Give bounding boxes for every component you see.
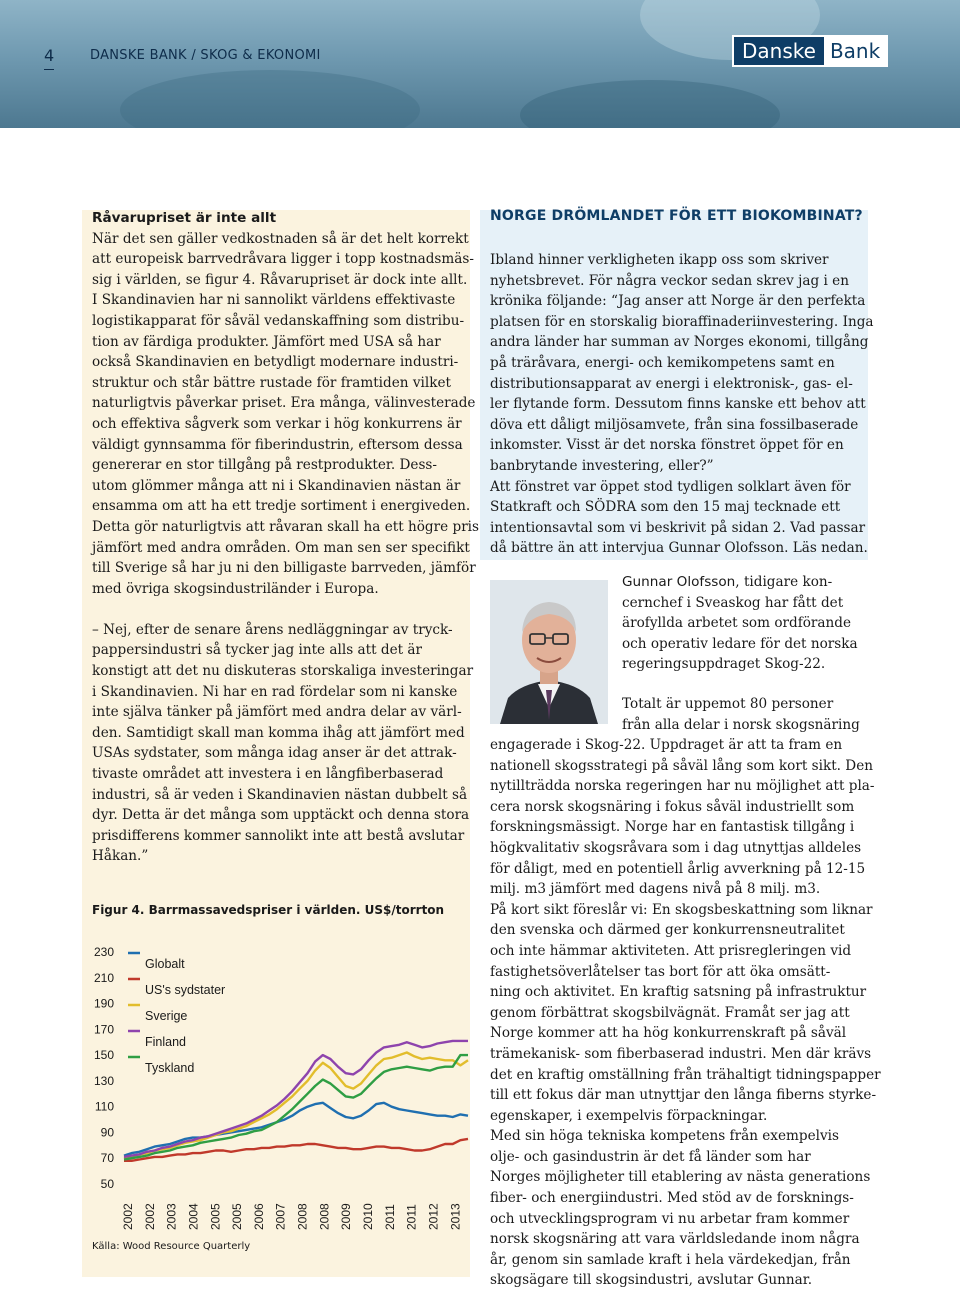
x-tick-label: 2006 — [251, 1203, 266, 1230]
legend-label: Globalt — [145, 957, 185, 971]
x-tick-label: 2009 — [339, 1203, 354, 1230]
y-tick-label: 70 — [100, 1151, 114, 1166]
logo-text-danske: Danske — [734, 37, 824, 65]
left-article-body: När det sen gäller vedkostnaden så är det helt korrekt att europeisk barrvedråvara ligger i topp kostnadsmäs- sig i världen, se figur 4. Råvarupriset är dock inte allt. I Skandinavien har ni sannolikt världens effektivaste logistikapparat för såväl vedanskaffning som distribu- tion av färdiga produkter. Jämfört med USA så har också Skandinavien en betydligt modernare industri- struktur och står bättre rustade för framtiden vilket naturligtvis påverkar priset. Era många, välinvesterade och effektiva sågverk som verkar i hög konkurrens är väldigt gynnsamma för fiberindustrin, eftersom dessa genererar en stor tillgång på restprodukter. Dess- utom glömmer många att ni i Skandinavien nästan är ensamma om att ha ett tredje sortiment i energiveden. Detta gör naturligtvis att råvaran skall ha ett högre pris jämfört med andra områden. Om man sen ser specifikt till Sverige så har ju ni den billigaste barrveden, jämför med övriga skogsindustriländer i Europa. – Nej, efter de senare årens nedläggningar av tryck- pappersindustri så tycker jag inte alls att det är konstigt att det nu diskuteras storskaliga investeringar i Skandinavien. Ni har en rad fördelar som ni kanske inte själva tänker på jämfört med andra delar av värl- den. Samtidigt skall man komma ihåg att jämfört med USAs sydstater, som många idag anser är det attrak- tivaste området att investera i en långfiberbaserad industri, så är veden i Skandinavien nästan dubbelt så dyr. Detta är det många som upptäckt och denna stora prisdifferens kommer sannolikt inte att bestå avslutar Håkan.” — [92, 230, 480, 865]
y-tick-label: 190 — [93, 996, 114, 1011]
x-tick-label: 2010 — [361, 1203, 375, 1230]
x-tick-label: 2003 — [164, 1203, 179, 1230]
header-banner — [0, 0, 960, 128]
portrait-photo — [490, 580, 608, 724]
x-tick-label: 2007 — [273, 1203, 288, 1230]
y-tick-label: 130 — [93, 1073, 114, 1088]
page-number: 4 — [44, 46, 54, 70]
danske-bank-logo — [732, 35, 888, 67]
legend-label: Finland — [145, 1035, 186, 1049]
x-tick-label: 2004 — [186, 1203, 201, 1230]
x-tick-label: 2008 — [295, 1203, 310, 1230]
y-tick-label: 50 — [100, 1177, 114, 1191]
x-tick-label: 2005 — [230, 1203, 245, 1230]
running-head: DANSKE BANK / SKOG & EKONOMI — [90, 48, 321, 63]
y-tick-label: 170 — [93, 1022, 114, 1037]
y-tick-label: 210 — [93, 970, 114, 985]
background-foliage — [120, 70, 420, 128]
legend-label: US's sydstater — [145, 983, 226, 997]
factbox-heading: NORGE DRÖMLANDET FÖR ETT BIOKOMBINAT? — [490, 208, 863, 224]
portrait-illustration — [490, 580, 608, 724]
x-tick-label: 2005 — [208, 1203, 223, 1230]
factbox-text: Ibland hinner verkligheten ikapp oss som skriver nyhetsbrevet. För några veckor sedan skrev jag i en krönika följande: “Jag anser att Norge är den perfekta platsen för en storskalig bioraffinaderiinvestering. Inga andra länder har summan av Norges ekonomi, tillgång på träråvara, energi- och kemikompetens samt en distributionsapparat av energi i elektronisk-, gas- el- ler flytande form. Dessutom finns kanske ett behov att döva ett dåligt miljösamvete, från sina fossilbaserade inkomster. Visst är det norska fönstret öppet för en banbrytande investering, eller?” Att fönstret var öppet stod tydligen solklart även för Statkraft och SÖDRA som den 15 maj tecknade ett intentionsavtal som vi beskrivit på sidan 2. Vad passar då bättre än att intervjua Gunnar Olofsson. Läs nedan. — [490, 252, 874, 557]
y-tick-label: 90 — [100, 1125, 114, 1140]
intro-paragraph — [622, 572, 858, 675]
line-chart — [88, 936, 472, 1236]
background-foliage — [520, 80, 780, 128]
interview-body: engagerade i Skog-22. Uppdraget är att ta fram en nationell skogsstrategi på såväl lång som kort sikt. Den nytillträdda norska regeringen har nu möjlighet att pla- cera norsk skogsnäring i fokus såväl industriellt som forskningsmässigt. Norge har en fantastisk tillgång i högkvalitativ skogsråvara som i dag utnyttjas alldeles för dåligt, med en potentiell årlig avverkning på 12-15 milj. m3 jämfört med dagens nivå på 8 milj. m3. På kort sikt föreslår vi: En skogsbeskattning som liknar den svenska och därmed ger konkurrensneutralitet och inte hämmar aktiviteten. Att prisregleringen vid fastighetsöverlåtelser tas bort för att öka omsätt- ning och aktivitet. En kraftig satsning på infrastruktur genom förbättrat skogsbilvägnät. Framåt ser jag att Norge kommer att ha hög konkurrenskraft på såväl trämekanisk- som fiberbaserad industri. Men där krävs det en kraftig omställning från trähaltigt tidningspapper till ett fokus där man utnyttjar den långa fiberns styrke- egenskaper, i exempelvis förpackningar. Med sin höga tekniska kompetens från exempelvis olje- och gasindustrin är det få länder som har Norges möjligheter till etablering av nästa generations fiber- och energiindustri. Med stöd av de forsknings- och utvecklingsprogram vi nu arbetar fram kommer norsk skogsnäring att vara världsledande inom några år, genom sin samlade kraft i hela värdekedjan, från skogsägare till skogsindustri, avslutar Gunnar. — [490, 737, 881, 1289]
person-name: Gunnar Olofsson — [622, 574, 736, 590]
legend-label: Sverige — [145, 1009, 188, 1023]
left-article-title: Råvarupriset är inte allt — [92, 210, 277, 226]
logo-text-bank: Bank — [824, 37, 886, 65]
x-tick-label: 2011 — [404, 1204, 419, 1230]
para-intro-wrap: Totalt är uppemot 80 personer från alla delar i norsk skogsnäring — [622, 696, 860, 733]
x-tick-label: 2002 — [142, 1203, 157, 1230]
left-article — [92, 208, 479, 867]
figure-source: Källa: Wood Resource Quarterly — [92, 1241, 251, 1252]
figure-title: Figur 4. Barrmassavedspriser i världen. US$/torrton — [92, 903, 445, 917]
y-tick-label: 110 — [94, 1099, 114, 1114]
x-tick-label: 2011 — [382, 1204, 397, 1230]
x-tick-label: 2012 — [426, 1203, 441, 1230]
x-tick-label: 2008 — [317, 1203, 332, 1230]
x-tick-label: 2013 — [448, 1203, 463, 1230]
header-spacer — [0, 128, 960, 176]
x-tick-label: 2002 — [121, 1203, 135, 1230]
y-tick-label: 150 — [93, 1048, 114, 1063]
legend-label: Tyskland — [145, 1061, 195, 1075]
y-tick-label: 230 — [93, 945, 114, 959]
intro-text: , tidigare kon- cernchef i Sveaskog har fått det ärofyllda arbetet som ordförande och operativ ledare för det norska regeringsuppdraget Skog-22. — [622, 574, 858, 673]
